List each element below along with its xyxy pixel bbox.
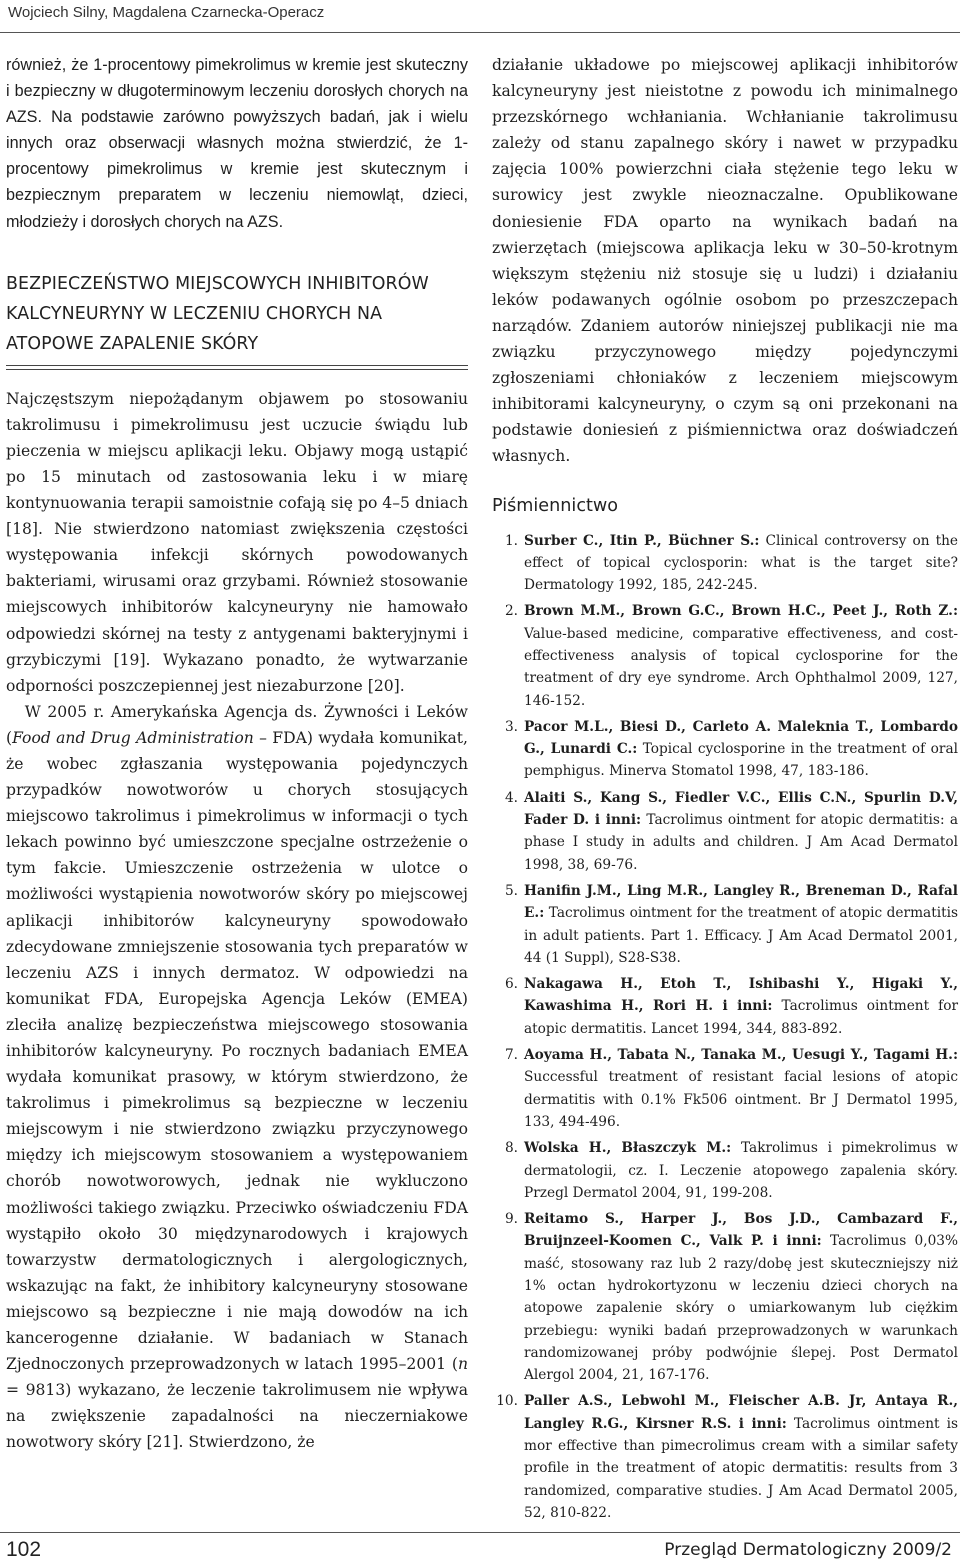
reference-text: Tacrolimus ointment is mor effective than pimecrolimus cream with a similar safety profile in the treatment of atopic dermatitis: results from 3 randomized, comparative studies. J Am Acad Dermatol 2005, 52, 810-822. — [524, 1415, 958, 1521]
reference-text: Topical cyclosporine in the treatment of oral pemphigus. Minerva Stomatol 1998, 47, 183-186. — [524, 741, 958, 780]
reference-number: 7. — [504, 1047, 518, 1064]
reference-item — [492, 973, 958, 1040]
reference-item — [492, 530, 958, 597]
reference-number: 3. — [504, 718, 518, 735]
lead-block — [6, 52, 468, 235]
footer-rule — [0, 1532, 960, 1533]
body-paragraph-2 — [6, 699, 468, 1456]
reference-authors: Alaiti S., Kang S., Fiedler V.C., Ellis C.N., Spurlin D.V, Fader D. i inni: — [524, 789, 958, 829]
reference-number: 9. — [504, 1211, 518, 1228]
italic-variable: n — [457, 1355, 468, 1374]
body-paragraph-3: działanie układowe po miejscowej aplikacji inhibitorów kalcyneuryny jest nieistotne z powodu ich minimalnego przezskórnego wchłaniania. Wchłanianie takrolimusu zależy od stanu zapalnego skóry i nawet w przypadku zajęcia 100% powierzchni ciała stężenie tego leku w surowicy jest zwykle nieoznaczalne. Opublikowane doniesienie FDA oparto na wynikach badań na zwierzętach (miejscowa aplikacja leku w 30–50-krotnym większym stężeniu niż stosuje się u ludzi) i działaniu leków podawanych ogólnie osobom po przeszczepach narządów. Zdaniem autorów niniejszej publikacji nie ma związku przyczynowego między pojedynczymi zgłoszeniami chłoniaków z leczeniem miejscowym inhibitorami kalcyneuryny, o czym są oni przekonani na podstawie doniesień z piśmiennictwa oraz doświadczeń własnych. — [492, 56, 958, 466]
body-paragraph-1: Najczęstszym niepożądanym objawem po stosowaniu takrolimusu i pimekrolimusu jest uczucie świądu lub pieczenia w miejscu aplikacji leku. Objawy mogą ustąpić po 15 minutach od zastosowania leku i w miarę kontynuowania terapii samoistnie cofają się po 4–5 dniach [18]. Nie stwierdzono natomiast zwiększenia częstości występowania infekcji skórnych powodowanych bakteriami, wirusami oraz grzybami. Również stosowanie miejscowych inhibitorów kalcyneuryny nie hamowało odpowiedzi skórnej na testy z antygenami bakteryjnymi i grzybiczymi [19]. Wykazano ponadto, że wytwarzanie odporności poszczepiennej jest niezaburzone [20]. — [6, 389, 468, 695]
journal-name: Przegląd Dermatologiczny 2009/2 — [664, 1540, 952, 1560]
reference-item — [492, 787, 958, 876]
reference-authors: Reitamo S., Harper J., Bos J.D., Cambazard F., Bruijnzeel-Koomen C., Valk P. i inni: — [524, 1211, 958, 1250]
reference-item — [492, 600, 958, 711]
reference-authors: Surber C., Itin P., Büchner S.: — [524, 532, 760, 549]
reference-number: 4. — [504, 789, 518, 806]
header-rule — [0, 32, 960, 33]
reference-item — [492, 1208, 958, 1386]
reference-item — [492, 1137, 958, 1204]
right-column — [492, 52, 958, 1528]
reference-item — [492, 1390, 958, 1524]
reference-authors: Nakagawa H., Etoh T., Ishibashi Y., Higaki Y., Kawashima H., Rori H. i inni: — [524, 976, 958, 1015]
page-number: 102 — [6, 1538, 42, 1561]
lead-paragraph: również, że 1-procentowy pimekrolimus w kremie jest skuteczny i bezpieczny w długoterminowym leczeniu dorosłych chorych na AZS. Na podstawie zarówno powyższych badań, jak i wielu innych oraz obserwacji własnych można stwierdzić, że 1-procentowy pimekrolimus w kremie jest skutecznym i bezpiecznym preparatem w leczeniu niemowląt, dzieci, młodzieży i dorosłych chorych na AZS. — [6, 56, 468, 231]
reference-text: Tacrolimus ointment for the treatment of atopic dermatitis in adult patients. Part 1. Efficacy. J Am Acad Dermatol 2001, 44 (1 Suppl), S28-S38. — [524, 905, 958, 966]
reference-text: Successful treatment of resistant facial lesions of atopic dermatitis with 0.1% Fk506 ointment. Br J Dermatol 1995, 133, 494-496. — [524, 1069, 958, 1130]
reference-item — [492, 880, 958, 969]
reference-number: 10. — [496, 1393, 518, 1410]
reference-text: Tacrolimus 0,03% maść, stosowany raz lub 2 razy/dobę jest skuteczniejszy niż 1% octan hydrokortyzonu w leczeniu dzieci chorych na atopowe zapalenie skóry o umiarkowanym lub ciężkim przebiegu: wyniki badań przeprowadzonych w warunkach randomizowanej próby podwójnie ślepej. Post Dermatol Alergol 2004, 21, 167-176. — [524, 1233, 959, 1384]
running-head-authors: Wojciech Silny, Magdalena Czarnecka-Operacz — [8, 4, 325, 21]
references-title: Piśmiennictwo — [492, 495, 619, 516]
section-title: BEZPIECZEŃSTWO MIEJSCOWYCH INHIBITORÓW KALCYNEURYNY W LECZENIU CHORYCH NA ATOPOWE ZAPALENIE SKÓRY — [6, 273, 429, 354]
reference-text: Clinical controversy on the effect of topical cyclosporin: what is the target site? Dermatology 1992, 185, 242-245. — [524, 532, 959, 594]
reference-authors: Paller A.S., Lebwohl M., Fleischer A.B. Jr, Antaya R., Langley R.G., Kirsner R.S. i inni: — [524, 1393, 958, 1432]
reference-authors: Aoyama H., Tabata N., Tanaka M., Uesugi Y., Tagami H.: — [524, 1047, 958, 1064]
left-column — [6, 52, 468, 1456]
reference-text: Value-based medicine, comparative effectiveness, and cost-effectiveness analysis of topical cyclosporine for the treatment of dry eye syndrome. Arch Ophthalmol 2009, 127, 146-152. — [524, 625, 958, 709]
italic-term: Food and Drug Administration — [12, 728, 254, 747]
reference-number: 1. — [504, 532, 518, 549]
reference-text: Takrolimus i pimekrolimus w dermatologii, cz. I. Leczenie atopowego zapalenia skóry. Przegl Dermatol 2004, 91, 199-208. — [524, 1140, 958, 1201]
reference-number: 2. — [504, 603, 518, 620]
reference-item — [492, 716, 958, 783]
reference-text: Tacrolimus ointment for atopic dermatitis: a phase I study in adults and children. J Am Acad Dermatol 1998, 38, 69-76. — [524, 812, 958, 873]
reference-number: 8. — [504, 1140, 518, 1157]
reference-authors: Brown M.M., Brown G.C., Brown H.C., Peet J., Roth Z.: — [524, 603, 958, 620]
reference-number: 5. — [504, 882, 518, 899]
reference-authors: Pacor M.L., Biesi D., Carleto A. Maleknia T., Lombardo G., Lunardi C.: — [524, 718, 958, 758]
reference-authors: Wolska H., Błaszczyk M.: — [524, 1140, 732, 1157]
section-double-rule — [6, 365, 468, 370]
reference-text: Tacrolimus ointment for atopic dermatitis. Lancet 1994, 344, 883-892. — [524, 998, 958, 1037]
text-run: W 2005 r. Amerykańska Agencja ds. Żywności i Leków ( — [6, 702, 468, 747]
text-run: – FDA) wydała komunikat, że wobec zgłaszania występowania pojedynczych przypadków nowotworów u chorych stosujących miejscowo takrolimus i pimekrolimus w informacji o tych lekach powinno być umieszczone specjalne ostrzeżenie o tym fakcie. Umieszczenie ostrzeżenia w ulotce o możliwości wystąpienia nowotworów skóry po miejscowej aplikacji inhibitorów kalcyneuryny spowodowało zdecydowane zmniejszenie stosowania tych preparatów w leczeniu AZS i innych dermatoz. W odpowiedzi na komunikat FDA, Europejska Agencja Leków (EMEA) zleciła analizę bezpieczeństwa miejscowego stosowania inhibitorów kalcyneuryny. Po rocznych badaniach EMEA wydała komunikat prasowy, w którym stwierdzono, że takrolimus i pimekrolimus są bezpieczne w leczeniu miejscowym i nie stwierdzono związku przyczynowego między ich miejscowym stosowaniem a występowaniem chorób nowotworowych, jednak nie wykluczono możliwości takiego związku. Przeciwko oświadczeniu FDA wystąpiło około 30 międzynarodowych i krajowych towarzystw dermatologicznych i alergologicznych, wskazując na fakt, że inhibitory kalcyneuryny stosowane miejscowo są bezpieczne i nie mają dowodów na ich kancerogenne działanie. W badaniach w Stanach Zjednoczonych przeprowadzonych w latach 1995–2001 ( — [6, 728, 469, 1374]
reference-item — [492, 1044, 958, 1133]
reference-number: 6. — [504, 976, 518, 993]
reference-authors: Hanifin J.M., Ling M.R., Langley R., Breneman D., Rafal E.: — [524, 882, 958, 922]
reference-list — [492, 530, 958, 1525]
text-run: = 9813) wykazano, że leczenie takrolimusem nie wpływa na zwiększenie zapadalności na nieczerniakowe nowotwory skóry [21]. Stwierdzono, że — [6, 1381, 468, 1452]
